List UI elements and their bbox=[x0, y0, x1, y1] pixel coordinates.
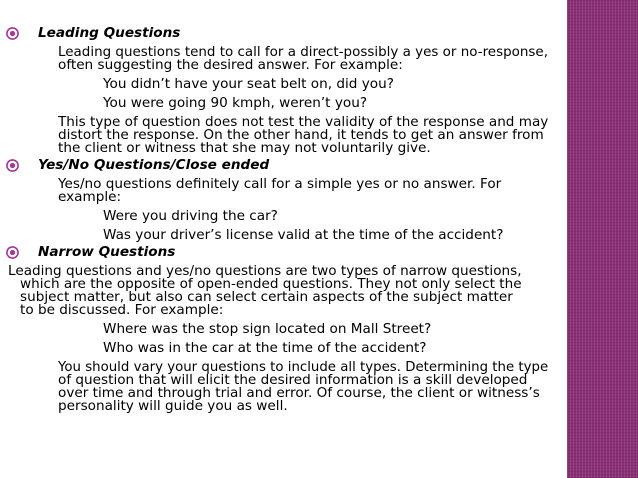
sidebar-decoration bbox=[567, 0, 638, 478]
body-line: the client or witness that she may not voluntarily give. bbox=[58, 140, 431, 156]
bullet-icon bbox=[6, 159, 19, 172]
body-line: of question that will elicit the desired information is a skill developed bbox=[58, 372, 528, 388]
body-line: Leading questions tend to call for a direct-possibly a yes or no-response, bbox=[58, 44, 548, 60]
body-line: to be discussed. For example: bbox=[20, 302, 224, 318]
example-line: You didn’t have your seat belt on, did you? bbox=[103, 76, 394, 92]
body-line: often suggesting the desired answer. For example: bbox=[58, 57, 403, 73]
body-line: personality will guide you as well. bbox=[58, 398, 288, 414]
body-line: This type of question does not test the validity of the response and may bbox=[58, 114, 549, 130]
section-heading: Leading Questions bbox=[38, 25, 181, 41]
body-line: which are the opposite of open-ended questions. They not only select the bbox=[20, 276, 522, 292]
section-heading: Yes/No Questions/Close ended bbox=[38, 157, 270, 173]
example-line: Were you driving the car? bbox=[103, 208, 278, 224]
body-line: example: bbox=[58, 189, 122, 205]
bullet-icon bbox=[6, 27, 19, 40]
body-line: Leading questions and yes/no questions are two types of narrow questions, bbox=[8, 263, 522, 279]
example-line: Who was in the car at the time of the accident? bbox=[103, 340, 427, 356]
body-line: subject matter, but also can select certain aspects of the subject matter bbox=[20, 289, 513, 305]
section-heading: Narrow Questions bbox=[38, 244, 176, 260]
example-line: Where was the stop sign located on Mall Street? bbox=[103, 321, 432, 337]
body-line: distort the response. On the other hand, it tends to get an answer from bbox=[58, 127, 544, 143]
body-line: You should vary your questions to include all types. Determining the type bbox=[58, 359, 549, 375]
bullet-icon bbox=[6, 246, 19, 259]
example-line: Was your driver’s license valid at the time of the accident? bbox=[103, 227, 504, 243]
body-line: over time and through trial and error. Of course, the client or witness’s bbox=[58, 385, 540, 401]
example-line: You were going 90 kmph, weren’t you? bbox=[103, 95, 368, 111]
body-line: Yes/no questions definitely call for a simple yes or no answer. For bbox=[58, 176, 502, 192]
